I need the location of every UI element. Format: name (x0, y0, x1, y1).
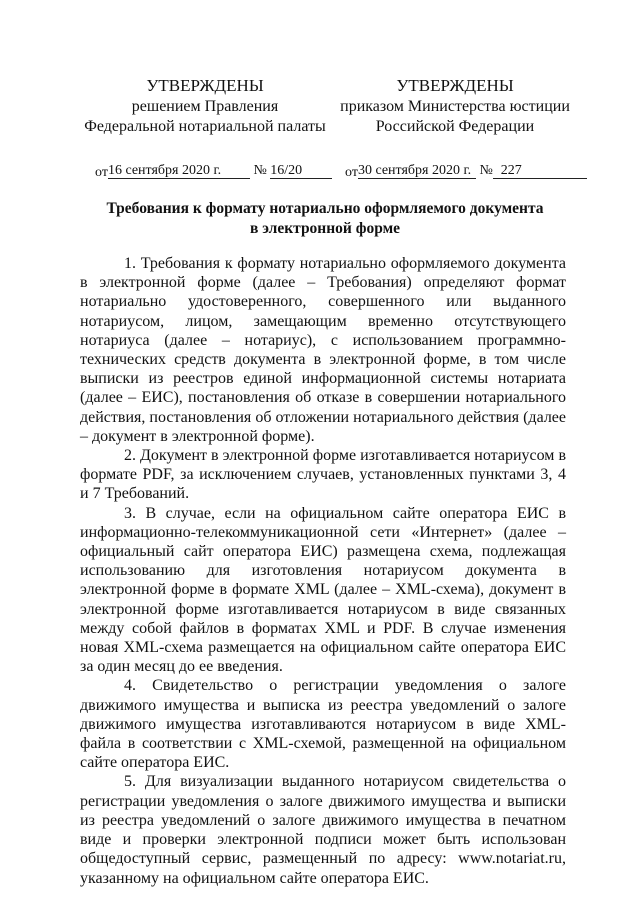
paragraph-3: 3. В случае, если на официальном сайте оператора ЕИС в информационно-телекоммуникационной сети «Интернет» (далее – официальный сайт оператора ЕИС) размещена схема, подлежащая использованию для изготовления нотариусом документа в электронной форме в формате XML (далее – XML-схема), документ в электронной форме изготавливается нотариусом в виде связанных между собой файлов в форматах XML и PDF. В случае изменения новая XML-схема размещается на официальном сайте оператора ЕИС за один месяц до ее введения. (80, 504, 566, 676)
approval-line: Российской Федерации (375, 118, 535, 135)
document-title (80, 199, 570, 239)
approval-block-notary-chamber (80, 76, 330, 138)
date-number-line-right (345, 163, 587, 181)
document-number: 16/20 (270, 163, 332, 179)
paragraph-1: 1. Требования к формату нотариально оформляемого документа в электронной форме (далее – Требования) определяют формат нотариально удостоверенного, совершенного или выданного нотариусом, лицом, замещающим временно отсутствующего нотариуса (далее – нотариус), с использованием программно-технических средств документа в электронной форме, в том числе выписки из реестров единой информационной системы нотариата (далее – ЕИС), постановления об отказе в совершении нотариального действия, постановления об отложении нотариального действия (далее – документ в электронной форме). (80, 255, 566, 445)
date-value: 30 сентября 2020 г. (358, 163, 476, 179)
paragraph-2: 2. Документ в электронной форме изготавливается нотариусом в формате PDF, за исключением случаев, установленных пунктами 3, 4 и 7 Требований. (80, 447, 566, 503)
date-prefix: от (345, 165, 358, 180)
document-number: 227 (493, 163, 587, 179)
date-number-line-left (95, 163, 332, 181)
approval-line: Федеральной нотариальной палаты (84, 118, 326, 135)
number-sign: № (479, 163, 493, 178)
approval-line: решением Правления (131, 97, 279, 115)
date-value: 16 сентября 2020 г. (108, 163, 250, 179)
paragraph-4: 4. Свидетельство о регистрации уведомления о залоге движимого имущества и выписка из реестра уведомлений о залоге движимого имущества изготавливаются нотариусом в виде XML-файла в соответствии с XML-схемой, размещенной на официальном сайте оператора ЕИС. (80, 677, 566, 772)
paragraph-5: 5. Для визуализации выданного нотариусом свидетельства о регистрации уведомления о залоге движимого имущества и выписки из реестра уведомлений о залоге движимого имущества в печатном виде и проверки электронной подписи может быть использован общедоступный сервис, размещенный по адресу: www.notariat.ru, указанному на официальном сайте оператора ЕИС. (80, 773, 566, 887)
approval-block-ministry-of-justice (330, 76, 580, 138)
date-prefix: от (95, 165, 108, 180)
title-line: Требования к формату нотариально оформляемого документа (106, 200, 544, 217)
document-body (80, 254, 566, 888)
approval-line: приказом Министерства юстиции (340, 97, 570, 115)
approval-heading: УТВЕРЖДЕНЫ (396, 76, 514, 95)
number-sign: № (253, 163, 267, 178)
approval-heading: УТВЕРЖДЕНЫ (146, 76, 264, 95)
title-line: в электронной форме (249, 220, 401, 237)
